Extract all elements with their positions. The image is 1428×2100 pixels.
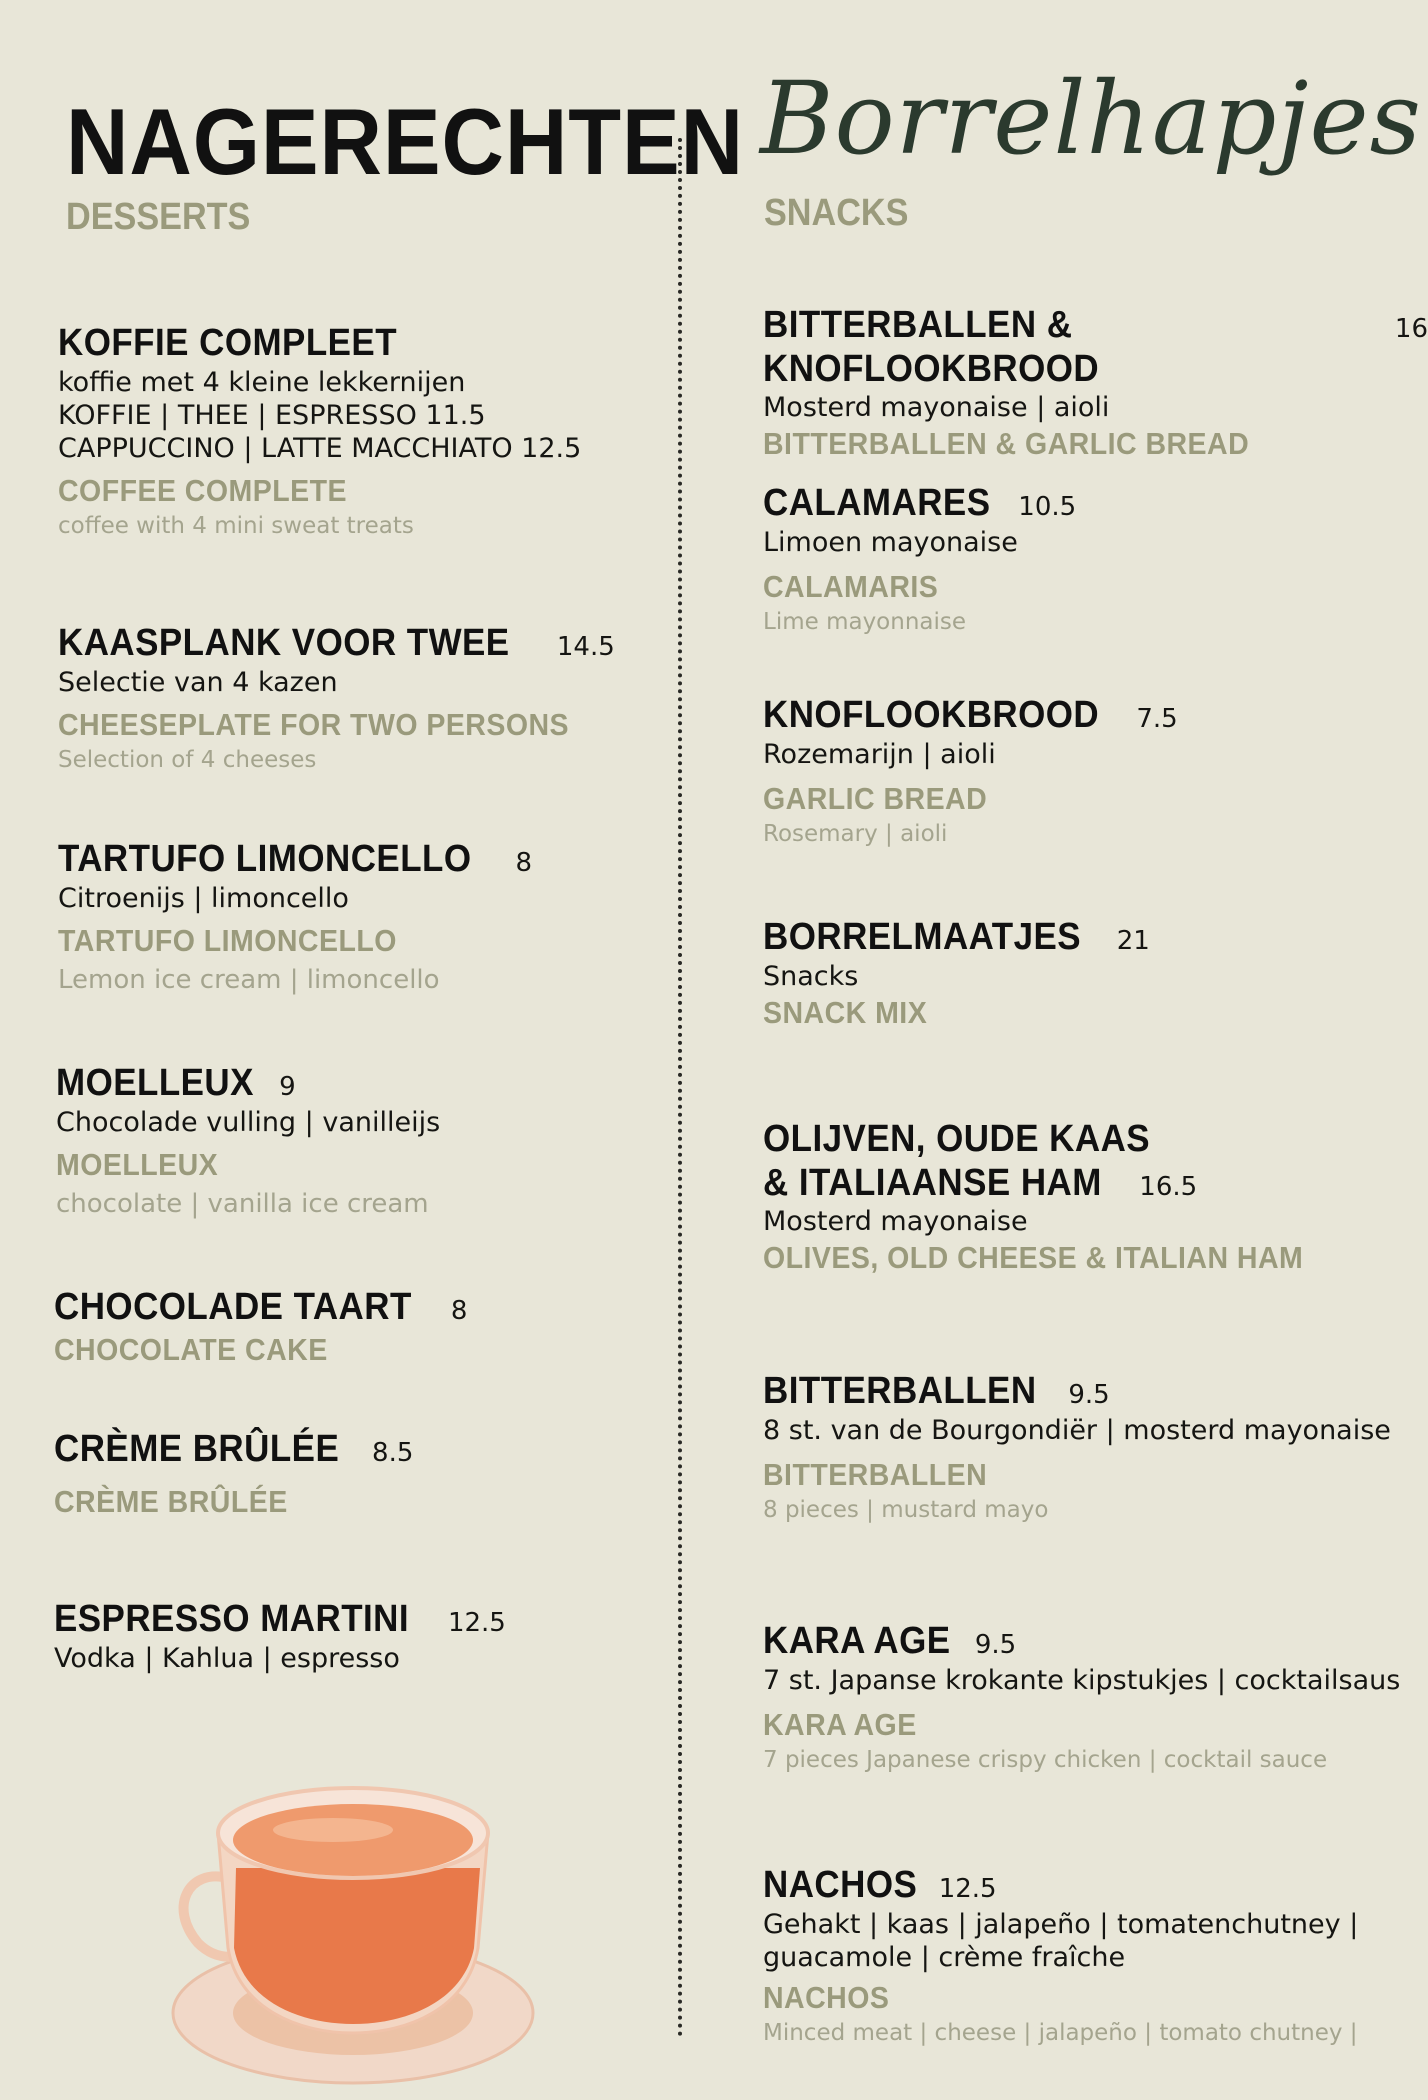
item-name: BITTERBALLEN (763, 1370, 1037, 1412)
menu-item-bitterballen-knoflookbrood (763, 304, 1428, 462)
snacks-title: Borrelhapjes (760, 60, 1422, 177)
item-english-name: NACHOS (763, 1979, 890, 2015)
item-name: CRÈME BRÛLÉE (54, 1428, 340, 1470)
item-price: 8 (450, 1296, 468, 1326)
item-description: Vodka | Kahlua | espresso (54, 1642, 400, 1674)
item-name: BITTERBALLEN & KNOFLOOKBROOD (763, 304, 1100, 390)
menu-item-nachos (763, 1864, 1358, 2048)
menu-item-bitterballen (763, 1370, 1391, 1525)
item-name: BORRELMAATJES (763, 916, 1082, 958)
menu-item-knoflookbrood (763, 694, 1178, 849)
item-description: Mosterd mayonaise | aioli (763, 392, 1110, 424)
item-description: Selectie van 4 kazen (58, 666, 338, 698)
menu-item-tartufo (58, 838, 532, 995)
item-description: Chocolade vulling | vanilleijs (56, 1106, 441, 1138)
item-description: 7 st. Japanse krokante kipstukjes | cocktailsaus (763, 1664, 1401, 1696)
item-english-description: Lime mayonnaise (763, 608, 967, 635)
item-english-name: KARA AGE (763, 1706, 917, 1742)
item-english-description: Lemon ice cream | limoncello (58, 964, 440, 995)
item-english-name: GARLIC BREAD (763, 780, 988, 816)
item-english-name: CHEESEPLATE FOR TWO PERSONS (58, 706, 570, 742)
column-divider (678, 138, 682, 2038)
menu-item-moelleux (56, 1062, 440, 1219)
item-description: Citroenijs | limoncello (58, 882, 349, 914)
item-name: KAASPLANK VOOR TWEE (58, 622, 510, 664)
item-price: 12.5 (938, 1874, 997, 1904)
item-description: Gehakt | kaas | jalapeño | tomatenchutney | (763, 1908, 1359, 1940)
item-english-description: chocolate | vanilla ice cream (56, 1188, 429, 1219)
item-price: 9 (279, 1072, 296, 1102)
item-price: 9.5 (974, 1630, 1017, 1660)
item-price: 8.5 (372, 1438, 414, 1468)
item-price: 9.5 (1068, 1380, 1110, 1410)
item-price: 8 (515, 848, 532, 878)
item-english-name: CALAMARIS (763, 568, 939, 604)
menu-item-kara-age (763, 1620, 1400, 1775)
item-price: 12.5 (447, 1608, 506, 1638)
item-description: koffie met 4 kleine lekkernijen (58, 366, 466, 398)
menu-item-espresso-martini (54, 1598, 506, 1675)
item-name: NACHOS (763, 1864, 918, 1906)
item-english-name: BITTERBALLEN & GARLIC BREAD (763, 426, 1250, 462)
item-price: 21 (1116, 926, 1150, 956)
item-description: Rozemarijn | aioli (763, 738, 996, 770)
menu-item-borrelmaatjes (763, 916, 1150, 1031)
menu-item-chocolade-taart (54, 1286, 467, 1368)
item-name: KNOFLOOKBROOD (763, 694, 1100, 736)
item-name: & ITALIAANSE HAM (763, 1161, 1102, 1204)
desserts-subtitle: DESSERTS (66, 196, 251, 238)
item-name: CALAMARES (763, 482, 991, 524)
snacks-subtitle: SNACKS (764, 192, 909, 234)
item-description: CAPPUCCINO | LATTE MACCHIATO 12.5 (58, 432, 582, 464)
desserts-title: NAGERECHTEN (66, 89, 744, 194)
item-english-description: 8 pieces | mustard mayo (763, 1496, 1049, 1523)
item-name: TARTUFO LIMONCELLO (58, 838, 472, 880)
item-name: CHOCOLADE TAART (54, 1286, 412, 1328)
item-english-name: CRÈME BRÛLÉE (54, 1483, 288, 1519)
item-english-description: Selection of 4 cheeses (58, 746, 317, 773)
menu-item-kaasplank (58, 622, 615, 775)
item-price: 16.5 (1139, 1171, 1198, 1202)
item-english-name: TARTUFO LIMONCELLO (58, 922, 397, 958)
item-description: Mosterd mayonaise (763, 1206, 1028, 1238)
item-english-name: SNACK MIX (763, 994, 928, 1030)
item-name: KOFFIE COMPLEET (58, 322, 398, 364)
item-description: Limoen mayonaise (763, 526, 1018, 558)
menu-item-koffie-compleet (58, 322, 581, 541)
item-price: 10.5 (1018, 492, 1077, 522)
item-english-description: Rosemary | aioli (763, 820, 948, 847)
item-name-line1: OLIJVEN, OUDE KAAS (763, 1118, 1151, 1160)
item-english-name: OLIVES, OLD CHEESE & ITALIAN HAM (763, 1240, 1304, 1276)
item-name: ESPRESSO MARTINI (54, 1598, 410, 1640)
item-price: 16 (1394, 314, 1428, 344)
item-english-name: BITTERBALLEN (763, 1456, 988, 1492)
item-english-description: Minced meat | cheese | jalapeño | tomato chutney | (763, 2019, 1358, 2046)
menu-item-creme-brulee (54, 1428, 413, 1520)
item-description: Snacks (763, 960, 859, 992)
item-english-description: coffee with 4 mini sweat treats (58, 512, 414, 539)
item-name: MOELLEUX (56, 1062, 254, 1104)
menu-item-calamares (763, 482, 1076, 637)
item-description: guacamole | crème fraîche (763, 1941, 1126, 1973)
item-description: 8 st. van de Bourgondiër | mosterd mayonaise (763, 1414, 1391, 1446)
item-english-description: 7 pieces Japanese crispy chicken | cocktail sauce (763, 1746, 1328, 1773)
item-description: KOFFIE | THEE | ESPRESSO 11.5 (58, 399, 486, 431)
tea-cup-illustration (158, 1758, 548, 2088)
item-english-name: MOELLEUX (56, 1146, 219, 1182)
item-price: 14.5 (556, 632, 615, 662)
item-english-name: COFFEE COMPLETE (58, 472, 347, 508)
item-price: 7.5 (1136, 704, 1178, 734)
item-english-name: CHOCOLATE CAKE (54, 1331, 328, 1367)
item-name: KARA AGE (763, 1620, 951, 1662)
menu-item-olijven (763, 1118, 1350, 1276)
